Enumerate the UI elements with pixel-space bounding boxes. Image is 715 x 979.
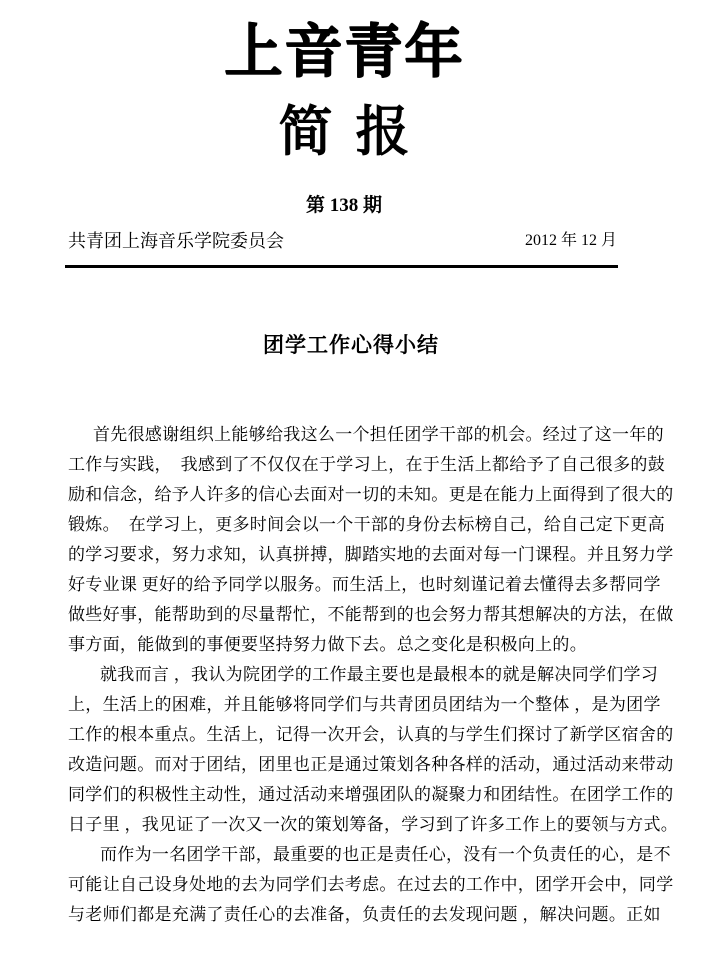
body-text-line: 而作为一名团学干部，最重要的也正是责任心，没有一个负责任的心，是不 bbox=[100, 845, 671, 864]
body-text-line: 同学们的积极性主动性，通过活动来增强团队的凝聚力和团结性。在团学工作的 bbox=[68, 785, 674, 804]
body-text-line: 好专业课 更好的给予同学以服务。而生活上，也时刻谨记着去懂得去多帮同学 bbox=[68, 575, 661, 594]
body-text-line: 锻炼。 在学习上，更多时间会以一个干部的身份去标榜自己，给自己定下更高 bbox=[68, 515, 665, 534]
article-title: 团学工作心得小结 bbox=[263, 333, 439, 357]
body-text-line: 首先很感谢组织上能够给我这么一个担任团学干部的机会。经过了这一年的 bbox=[93, 425, 664, 444]
publisher-name: 共青团上海音乐学院委员会 bbox=[68, 231, 284, 251]
body-text-line: 可能让自己设身处地的去为同学们去考虑。在过去的工作中，团学开会中，同学 bbox=[68, 875, 674, 894]
body-text-line: 工作与实践， 我感到了不仅仅在于学习上，在于生活上都给予了自己很多的鼓 bbox=[68, 455, 665, 474]
article-body bbox=[68, 420, 679, 930]
body-text-line: 做些好事，能帮助到的尽量帮忙，不能帮到的也会努力帮其想解决的方法，在做 bbox=[68, 605, 674, 624]
publication-date: 2012 年 12 月 bbox=[524, 232, 617, 249]
masthead-bulletin-title: 简 报 bbox=[278, 102, 410, 162]
body-text-line: 上，生活上的困难，并且能够将同学们与共青团员团结为一个整体 ，是为团学 bbox=[68, 695, 661, 714]
masthead-divider-rule bbox=[65, 265, 618, 268]
body-text-line: 与老师们都是充满了责任心的去准备，负责任的去发现问题 ，解决问题。正如 bbox=[68, 905, 661, 924]
body-text-line: 日子里 ，我见证了一次又一次的策划筹备，学习到了许多工作上的要领与方式。 bbox=[68, 815, 679, 834]
body-text-line: 的学习要求，努力求知，认真拼搏，脚踏实地的去面对每一门课程。并且努力学 bbox=[68, 545, 674, 564]
issue-number: 第 138 期 bbox=[305, 195, 382, 216]
body-text-line: 励和信念，给予人许多的信心去面对一切的未知。更是在能力上面得到了很大的 bbox=[68, 485, 674, 504]
body-text-line: 就我而言 ，我认为院团学的工作最主要也是最根本的就是解决同学们学习 bbox=[100, 665, 659, 684]
body-text-line: 改造问题。而对于团结，团里也正是通过策划各种各样的活动，通过活动来带动 bbox=[68, 755, 674, 774]
body-text-line: 事方面，能做到的事便要坚持努力做下去。总之变化是积极向上的。 bbox=[68, 635, 587, 654]
masthead-calligraphy-title: 上音青年 bbox=[223, 19, 464, 84]
body-text-line: 工作的根本重点。生活上，记得一次开会，认真的与学生们探讨了新学区宿舍的 bbox=[68, 725, 674, 744]
